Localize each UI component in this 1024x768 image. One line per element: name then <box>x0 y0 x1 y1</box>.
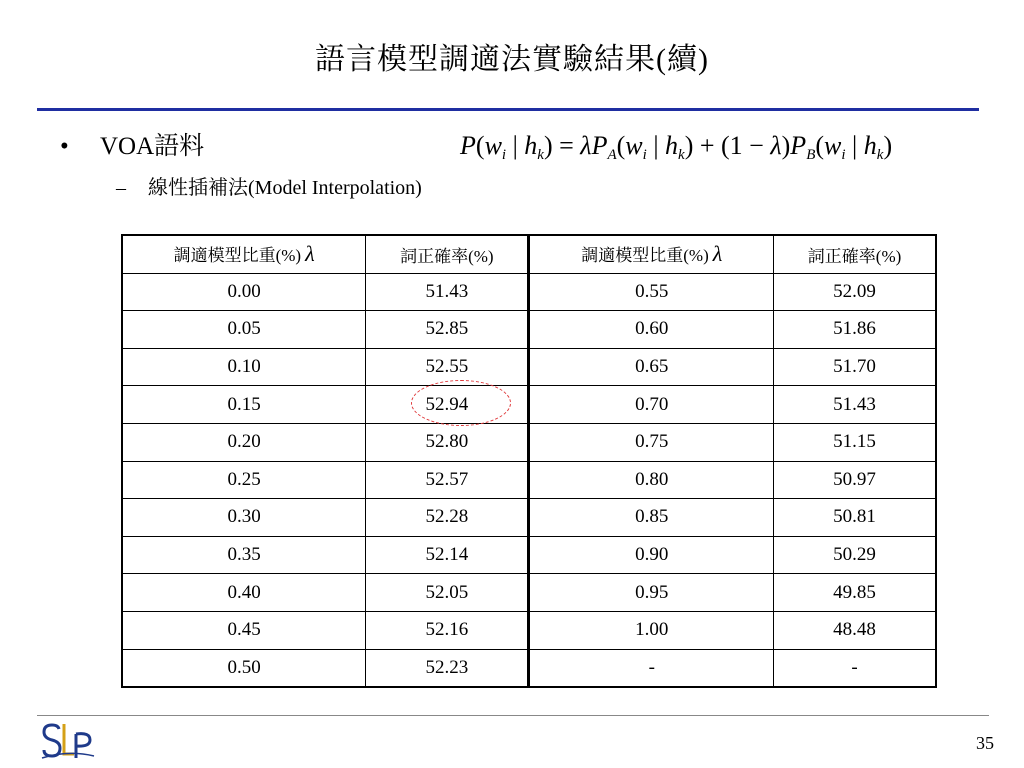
cell: 51.15 <box>774 423 936 461</box>
cell: 0.15 <box>122 386 366 424</box>
table-row <box>122 536 936 574</box>
cell-highlighted: 52.94 <box>366 386 529 424</box>
sub-bullet-dash: – <box>116 177 126 199</box>
cell: 49.85 <box>774 574 936 612</box>
cell: 0.30 <box>122 499 366 537</box>
table-row <box>122 311 936 349</box>
cell: 0.40 <box>122 574 366 612</box>
bullet-text: VOA語料 <box>100 133 205 160</box>
header-accuracy-2: 詞正確率(%) <box>774 235 936 273</box>
cell: 0.25 <box>122 461 366 499</box>
cell: 0.80 <box>529 461 774 499</box>
cell: 52.16 <box>366 611 529 649</box>
cell: 52.85 <box>366 311 529 349</box>
cell: 0.00 <box>122 273 366 311</box>
cell: 51.43 <box>774 386 936 424</box>
sub-bullet-item <box>116 175 422 201</box>
cell: 0.35 <box>122 536 366 574</box>
lambda-symbol: λ <box>305 241 315 267</box>
bullet-dot: • <box>60 133 69 160</box>
table-row <box>122 461 936 499</box>
title-underline <box>37 108 979 111</box>
cell: 50.29 <box>774 536 936 574</box>
cell: 48.48 <box>774 611 936 649</box>
table-row <box>122 574 936 612</box>
table-row <box>122 423 936 461</box>
cell: 0.90 <box>529 536 774 574</box>
cell: 52.05 <box>366 574 529 612</box>
cell: 51.43 <box>366 273 529 311</box>
cell: 51.70 <box>774 348 936 386</box>
footer-divider <box>37 715 989 716</box>
cell: 51.86 <box>774 311 936 349</box>
cell: - <box>774 649 936 687</box>
sub-bullet-text: 線性插補法(Model Interpolation) <box>148 177 422 199</box>
cell: 52.28 <box>366 499 529 537</box>
interpolation-formula: $P(w_i$ | $h_k) = \lambda P_A(w_i$ | $h_k) + (1 - \lambda)P_B(w_i$ | $h_k$) <box>460 131 893 163</box>
cell: 0.45 <box>122 611 366 649</box>
table-row <box>122 273 936 311</box>
results-table <box>121 234 937 688</box>
bullet-item <box>60 131 204 163</box>
cell: 0.95 <box>529 574 774 612</box>
lambda-symbol: λ <box>712 241 723 267</box>
cell: 52.80 <box>366 423 529 461</box>
cell: 1.00 <box>529 611 774 649</box>
cell: 52.14 <box>366 536 529 574</box>
cell: 0.55 <box>529 273 774 311</box>
cell: 0.60 <box>529 311 774 349</box>
cell: 0.05 <box>122 311 366 349</box>
slide-title: 語言模型調適法實驗結果(續) <box>315 43 709 76</box>
cell: 50.97 <box>774 461 936 499</box>
table-row <box>122 348 936 386</box>
slp-logo <box>40 720 96 765</box>
cell: 0.50 <box>122 649 366 687</box>
table-row <box>122 386 936 424</box>
header-weight-2: 調適模型比重(%) λ <box>529 235 774 273</box>
table-header-row <box>122 235 936 273</box>
cell: 0.10 <box>122 348 366 386</box>
cell: 52.55 <box>366 348 529 386</box>
cell: - <box>529 649 774 687</box>
cell: 0.85 <box>529 499 774 537</box>
header-accuracy-1: 詞正確率(%) <box>366 235 529 273</box>
page-number: 35 <box>976 733 994 753</box>
cell: 50.81 <box>774 499 936 537</box>
cell: 0.65 <box>529 348 774 386</box>
cell: 52.23 <box>366 649 529 687</box>
cell: 52.09 <box>774 273 936 311</box>
table-row <box>122 611 936 649</box>
table-row <box>122 649 936 687</box>
cell: 52.57 <box>366 461 529 499</box>
table-row <box>122 499 936 537</box>
header-weight-1: 調適模型比重(%) λ <box>122 235 366 273</box>
cell: 0.20 <box>122 423 366 461</box>
cell: 0.70 <box>529 386 774 424</box>
cell: 0.75 <box>529 423 774 461</box>
